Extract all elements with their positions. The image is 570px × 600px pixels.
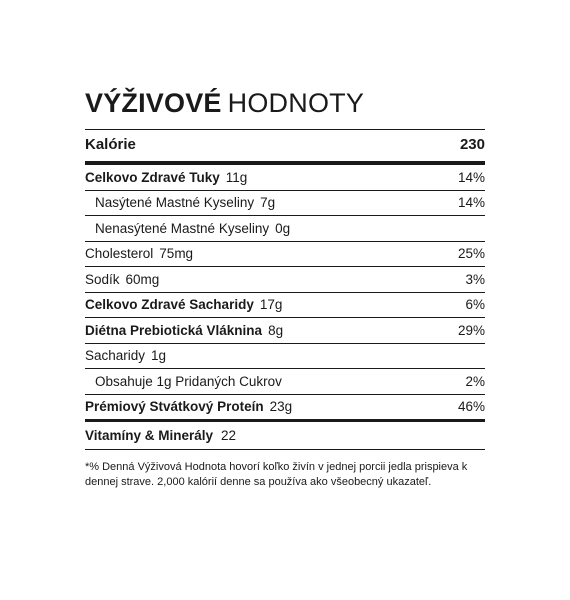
nutrient-row [85,165,485,191]
footnote: *% Denná Výživová Hodnota hovorí koľko živín v jednej porcii jedla prispieva k dennej strave. 2,000 kalórií denne sa používa ako všeobecný ukazateľ. [85,461,468,488]
nutrient-label [85,195,275,210]
nutrient-label [85,323,283,338]
nutrient-row [85,369,485,395]
nutrient-label [85,348,166,363]
nutrient-row [85,344,485,370]
nutrient-amount: 11g [225,169,248,185]
title-light: HODNOTY [227,88,365,118]
vitamins-row [85,422,485,450]
nutrient-amount: 75mg [159,246,194,262]
calories-label: Kalórie [85,135,136,153]
nutrient-name: Nasýtené Mastné Kyseliny [95,195,255,211]
nutrient-label [85,221,290,236]
nutrient-label [85,272,159,287]
nutrient-row [85,242,485,268]
nutrient-name: Nenasýtené Mastné Kyseliny [95,220,270,236]
nutrient-row [85,395,485,423]
nutrient-daily-value: 25% [457,246,485,262]
nutrient-row [85,293,485,319]
nutrient-amount: 0g [275,220,291,236]
nutrient-row [85,191,485,217]
nutrient-amount: 7g [260,195,276,211]
nutrient-label [85,297,282,312]
nutrient-amount: 1g [151,348,167,364]
nutrient-label [85,399,292,414]
nutrient-name: Sacharidy [85,348,146,364]
panel-title [85,86,485,120]
nutrient-amount: 23g [269,399,293,415]
nutrient-daily-value: 14% [457,169,485,185]
nutrient-label [85,246,193,261]
nutrient-row [85,216,485,242]
nutrient-name: Sodík [85,271,120,287]
nutrient-label [85,374,288,389]
nutrient-name: Cholesterol [85,246,154,262]
nutrient-name: Diétna Prebiotická Vláknina [85,322,263,338]
nutrient-row [85,318,485,344]
vitamins-amount: 22 [221,428,237,443]
nutrient-daily-value: 3% [465,271,485,287]
nutrient-daily-value: 46% [457,399,485,415]
nutrient-amount: 60mg [125,271,160,287]
nutrient-label [85,170,247,185]
vitamins-label: Vitamíny & Minerály [85,428,214,443]
nutrient-rows [85,165,485,422]
calories-value: 230 [459,135,485,153]
nutrient-amount: 8g [268,322,284,338]
calories-row [85,130,485,158]
nutrient-daily-value: 14% [457,195,485,211]
title-bold: VÝŽIVOVÉ [85,88,222,118]
nutrient-daily-value: 29% [457,322,485,338]
nutrient-daily-value: 2% [465,373,485,389]
nutrient-amount: 17g [259,297,283,313]
nutrient-row [85,267,485,293]
nutrient-daily-value: 6% [465,297,485,313]
nutrient-name: Prémiový Stvátkový Proteín [85,399,264,415]
nutrient-name: Celkovo Zdravé Tuky [85,169,220,185]
nutrition-facts-panel [85,86,485,490]
nutrient-name: Obsahuje 1g Pridaných Cukrov [95,373,282,389]
nutrient-name: Celkovo Zdravé Sacharidy [85,297,254,313]
